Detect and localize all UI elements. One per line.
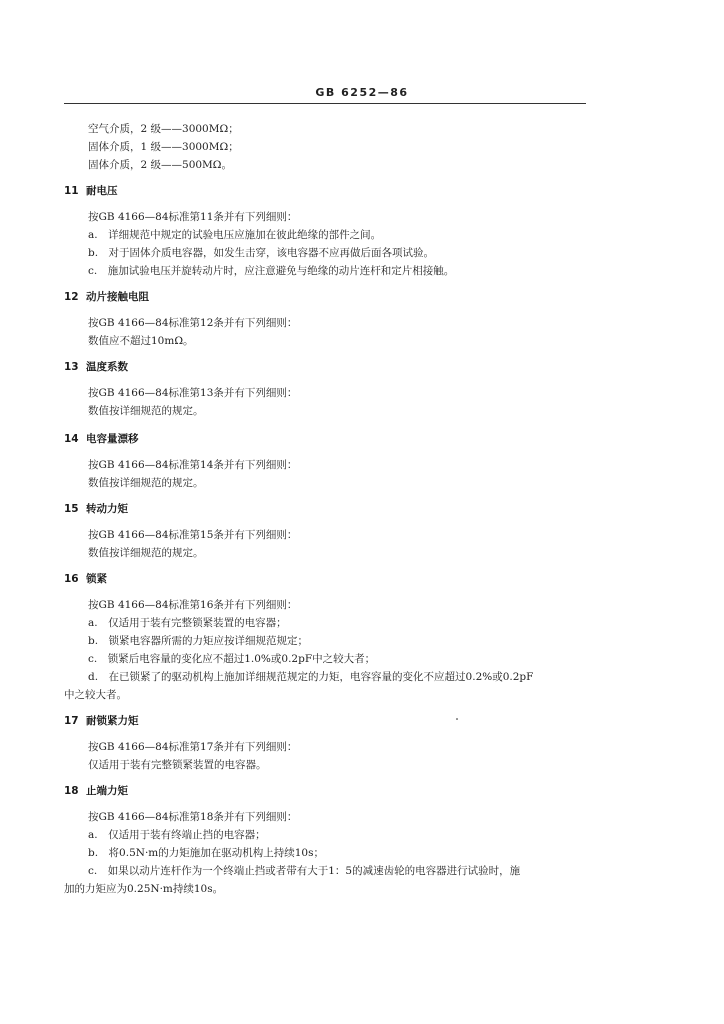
section-heading (64, 784, 128, 798)
section-number: 15 (64, 503, 79, 515)
section-body-line: 按GB 4166—84标准第11条并有下列细则： (88, 211, 298, 223)
section-title: 动片接触电阻 (86, 291, 149, 303)
section-title: 电容量漂移 (86, 433, 139, 445)
insulation-value-line: 空气介质，2 级——3000MΩ； (88, 123, 239, 135)
section-heading (64, 502, 128, 516)
section-heading (64, 714, 139, 728)
section-body-line: 中之较大者。 (64, 689, 127, 701)
section-number: 12 (64, 291, 79, 303)
section-body-line: a. 仅适用于装有完整锁紧装置的电容器； (88, 617, 287, 629)
section-title: 耐锁紧力矩 (86, 715, 139, 727)
section-body-line: 按GB 4166—84标准第12条并有下列细则： (88, 317, 298, 329)
section-body-line: 数值应不超过10mΩ。 (88, 335, 194, 347)
insulation-value-line: 固体介质，1 级——3000MΩ； (88, 141, 239, 153)
section-body-line: 按GB 4166—84标准第15条并有下列细则： (88, 529, 298, 541)
section-number: 13 (64, 361, 79, 373)
section-body-line: 仅适用于装有完整锁紧装置的电容器。 (88, 759, 267, 771)
section-heading (64, 432, 139, 446)
section-body-line: 按GB 4166—84标准第16条并有下列细则： (88, 599, 298, 611)
section-body-line: 数值按详细规范的规定。 (88, 547, 204, 559)
section-body-line: b. 对于固体介质电容器，如发生击穿，该电容器不应再做后面各项试验。 (88, 247, 435, 259)
section-title: 止端力矩 (86, 785, 128, 797)
section-body-line: 按GB 4166—84标准第17条并有下列细则： (88, 741, 298, 753)
section-body-line: 按GB 4166—84标准第14条并有下列细则： (88, 459, 298, 471)
section-number: 11 (64, 185, 79, 197)
section-title: 温度系数 (86, 361, 128, 373)
section-heading (64, 360, 128, 374)
section-body-line: b. 锁紧电容器所需的力矩应按详细规范规定； (88, 635, 309, 647)
insulation-value-line: 固体介质，2 级——500MΩ。 (88, 159, 233, 171)
section-body-line: 数值按详细规范的规定。 (88, 477, 204, 489)
section-body-line: 按GB 4166—84标准第18条并有下列细则： (88, 811, 298, 823)
section-body-line: c. 施加试验电压并旋转动片时，应注意避免与绝缘的动片连杆和定片相接触。 (88, 265, 455, 277)
section-body-line: 数值按详细规范的规定。 (88, 405, 204, 417)
section-heading (64, 290, 149, 304)
section-body-line: 加的力矩应为0.25N·m持续10s。 (64, 883, 224, 895)
section-body-line: a. 详细规范中规定的试验电压应施加在彼此绝缘的部件之间。 (88, 229, 382, 241)
section-body-line: b. 将0.5N·m的力矩施加在驱动机构上持续10s； (88, 847, 324, 859)
section-body-line: d. 在已锁紧了的驱动机构上施加详细规范规定的力矩，电容容量的变化不应超过0.2%或0.2pF (88, 671, 534, 683)
section-title: 耐电压 (86, 185, 118, 197)
section-body-line: c. 如果以动片连杆作为一个终端止挡或者带有大于1：5的减速齿轮的电容器进行试验时，施 (88, 865, 521, 877)
section-body-line: a. 仅适用于装有终端止挡的电容器； (88, 829, 266, 841)
header-rule (64, 103, 586, 104)
section-number: 14 (64, 433, 79, 445)
section-heading (64, 184, 118, 198)
section-number: 16 (64, 573, 79, 585)
section-body-line: c. 锁紧后电容量的变化应不超过1.0%或0.2pF中之较大者； (88, 653, 376, 665)
standard-code-header: GB 6252—86 (315, 86, 409, 99)
section-number: 18 (64, 785, 79, 797)
section-heading (64, 572, 107, 586)
scan-speck (456, 718, 458, 720)
section-title: 锁紧 (86, 573, 107, 585)
section-title: 转动力矩 (86, 503, 128, 515)
section-body-line: 按GB 4166—84标准第13条并有下列细则： (88, 387, 298, 399)
section-number: 17 (64, 715, 79, 727)
